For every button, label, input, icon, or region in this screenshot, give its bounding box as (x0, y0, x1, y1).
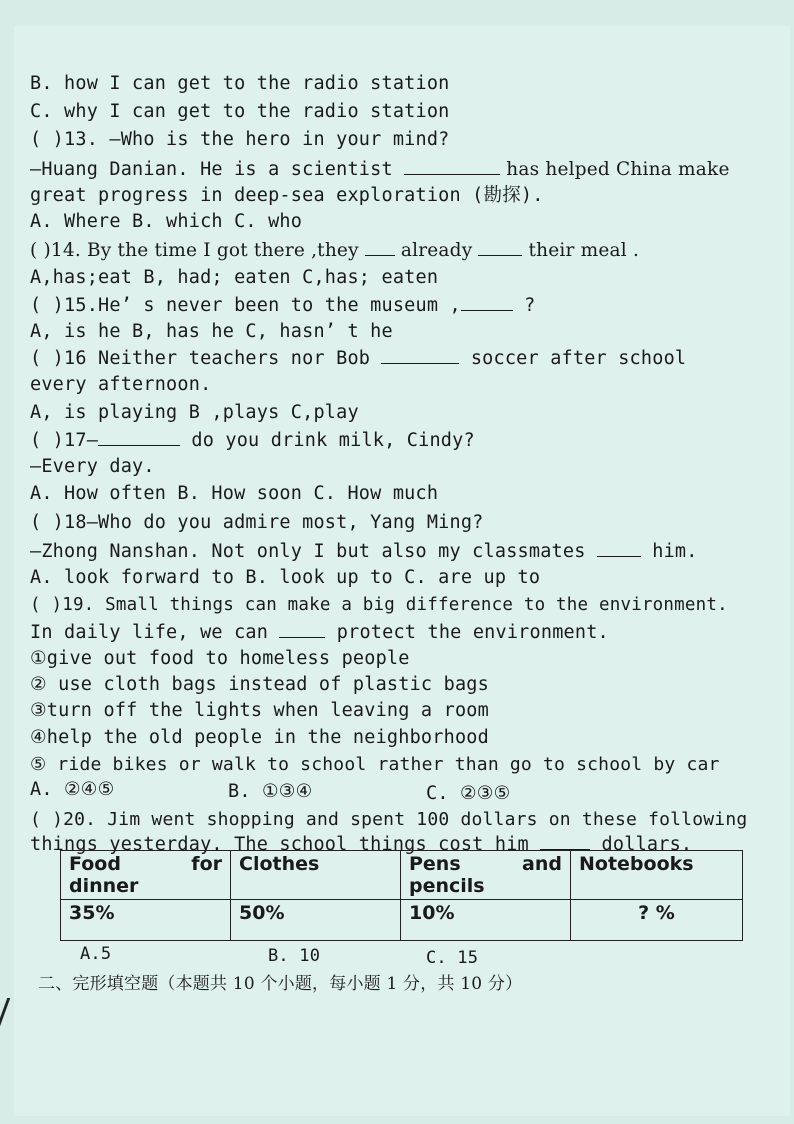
q17-question: ( )17— do you drink milk, Cindy? (30, 430, 475, 451)
value-pens: 10% (401, 900, 571, 941)
header-notebooks: Notebooks (571, 851, 743, 900)
header-pens-and-pencils: Pens and pencils (401, 851, 571, 900)
blank[interactable] (461, 294, 513, 311)
value-food: 35% (61, 900, 231, 941)
q12-option-b: B. how I can get to the radio station (30, 73, 450, 94)
q19-item-2: ② use cloth bags instead of plastic bags (30, 674, 489, 695)
q13-answer: —Huang Danian. He is a scientist has helped China make (30, 159, 730, 180)
q20-options-c: C. 15 (426, 948, 479, 968)
q19-options-c: C. ②③⑤ (426, 783, 511, 804)
blank[interactable] (404, 158, 500, 175)
q19-question: ( )19. Small things can make a big difference to the environment. (30, 595, 728, 615)
table-header-row (61, 851, 743, 900)
q20-question: ( )20. Jim went shopping and spent 100 dollars on these following (30, 809, 748, 830)
header-clothes: Clothes (231, 851, 401, 900)
q15-options: A, is he B, has he C, hasn’ t he (30, 321, 393, 342)
value-clothes: 50% (231, 900, 401, 941)
q19-options-b: B. ①③④ (228, 781, 313, 802)
blank[interactable] (597, 540, 641, 557)
blank[interactable] (540, 833, 590, 850)
q18-answer: —Zhong Nanshan. Not only I but also my classmates him. (30, 541, 698, 562)
q16-question-cont: every afternoon. (30, 374, 212, 395)
q19-options-a: A. ②④⑤ (30, 779, 115, 800)
q18-options: A. look forward to B. look up to C. are up to (30, 567, 541, 588)
q16-question: ( )16 Neither teachers nor Bob soccer after school (30, 348, 687, 369)
q14-options: A,has;eat B, had; eaten C,has; eaten (30, 267, 439, 288)
q19-item-4: ④help the old people in the neighborhood (30, 727, 489, 748)
value-notebooks: ? % (571, 900, 743, 941)
q13-answer-cont: great progress in deep-sea exploration (勘探). (30, 185, 544, 206)
q17-options: A. How often B. How soon C. How much (30, 483, 439, 504)
q20-question-cont: things yesterday. The school things cost him dollars. (30, 834, 693, 855)
q19-question-cont: In daily life, we can protect the environment. (30, 622, 609, 643)
q18-question: ( )18—Who do you admire most, Yang Ming? (30, 512, 484, 533)
q13-options: A. Where B. which C. who (30, 211, 303, 232)
q16-options: A, is playing B ,plays C,play (30, 402, 359, 423)
blank[interactable] (365, 239, 395, 256)
blank[interactable] (98, 429, 180, 446)
q19-item-3: ③turn off the lights when leaving a room (30, 700, 489, 721)
q20-options-b: B. 10 (268, 946, 321, 966)
q19-item-1: ①give out food to homeless people (30, 648, 410, 669)
table-row (61, 900, 743, 941)
blank[interactable] (478, 239, 522, 256)
spending-table (60, 850, 743, 941)
section-heading: 二、完形填空题（本题共 10 个小题，每小题 1 分，共 10 分） (38, 974, 523, 994)
q13-question: ( )13. —Who is the hero in your mind? (30, 129, 450, 150)
q15-question: ( )15.He’ s never been to the museum , ? (30, 295, 536, 316)
q19-item-5: ⑤ ride bikes or walk to school rather than go to school by car (30, 754, 720, 775)
q20-options-a: A.5 (80, 944, 112, 964)
q14-question: ( )14. By the time I got there ,they already their meal . (30, 240, 640, 261)
blank[interactable] (279, 621, 325, 638)
q12-option-c: C. why I can get to the radio station (30, 101, 450, 122)
blank[interactable] (381, 347, 459, 364)
header-food-for-dinner: Food for dinner (61, 851, 231, 900)
q17-answer: —Every day. (30, 456, 155, 477)
